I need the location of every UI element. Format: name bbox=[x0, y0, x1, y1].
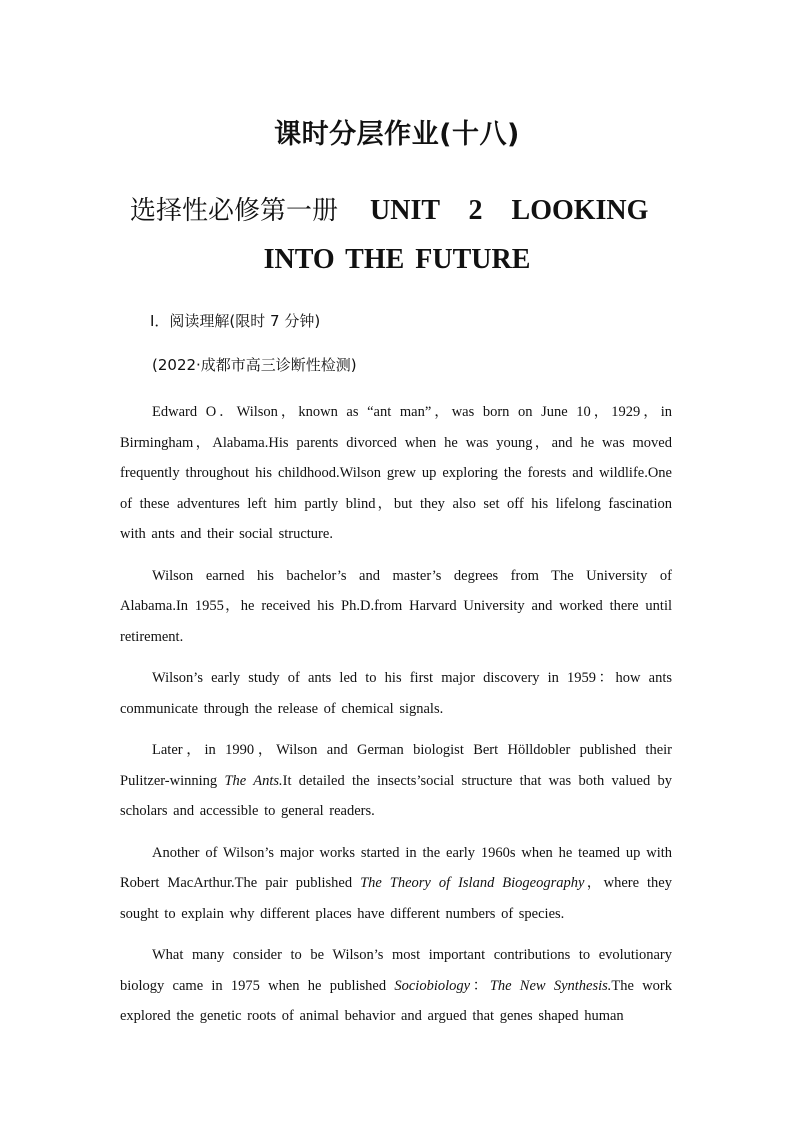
paragraph-2: Wilson earned his bachelor’s and master’s degrees from The University of Alabama.In 1955，he received his Ph.D.from Harvard University and worked there until retirement. bbox=[120, 567, 672, 645]
paragraph-4 bbox=[120, 735, 672, 827]
unit-subtitle bbox=[130, 190, 670, 227]
paragraph-6 bbox=[120, 940, 672, 1032]
paragraph-6-separator: ： bbox=[470, 977, 490, 994]
paragraph-5-text-b: ，where they sought to explain why different places have different numbers of species. bbox=[120, 875, 672, 922]
book-title-the-ants: The Ants. bbox=[224, 772, 283, 789]
subtitle-chinese: 选择性必修第一册 bbox=[130, 196, 339, 226]
book-title-island-biogeography: The Theory of Island Biogeography bbox=[360, 875, 585, 891]
subtitle-english: UNIT 2 LOOKING bbox=[370, 195, 649, 226]
paragraph-5 bbox=[120, 838, 672, 930]
unit-subtitle-continued: INTO THE FUTURE bbox=[263, 244, 531, 275]
section-heading: Ⅰ．阅读理解(限时 7 分钟) bbox=[150, 312, 321, 330]
book-title-sociobiology: Sociobiology bbox=[394, 977, 471, 994]
reading-passage bbox=[120, 397, 672, 1043]
paragraph-4-text-b: It detailed the insects’social structure that was both valued by scholars and accessible to general readers. bbox=[120, 772, 672, 819]
source-note: (2022·成都市高三诊断性检测) bbox=[152, 356, 357, 374]
paragraph-4-text-a: Later，in 1990，Wilson and German biologist Bert Hölldobler published their Pulitzer-winning bbox=[120, 742, 672, 789]
paragraph-6-text-a: What many consider to be Wilson’s most important contributions to evolutionary biology came in 1975 when he published bbox=[120, 947, 672, 994]
paragraph-6-text-b: The work explored the genetic roots of animal behavior and argued that genes shaped human bbox=[120, 977, 673, 1024]
paragraph-5-text-a: Another of Wilson’s major works started in the early 1960s when he teamed up with Robert MacArthur.The pair published bbox=[120, 844, 672, 891]
book-subtitle-new-synthesis: The New Synthesis. bbox=[489, 977, 612, 994]
paragraph-3: Wilson’s early study of ants led to his first major discovery in 1959：how ants communicate through the release of chemical signals. bbox=[120, 670, 672, 717]
paragraph-1: Edward O．Wilson，known as “ant man”，was born on June 10，1929，in Birmingham，Alabama.His parents divorced when he was young，and he was moved frequently throughout his childhood.Wilson grew up exploring the forests and wildlife.One of these adventures left him partly blind，but they also set off his lifelong fascination with ants and their social structure. bbox=[120, 404, 672, 542]
page-title: 课时分层作业(十八) bbox=[274, 119, 520, 150]
